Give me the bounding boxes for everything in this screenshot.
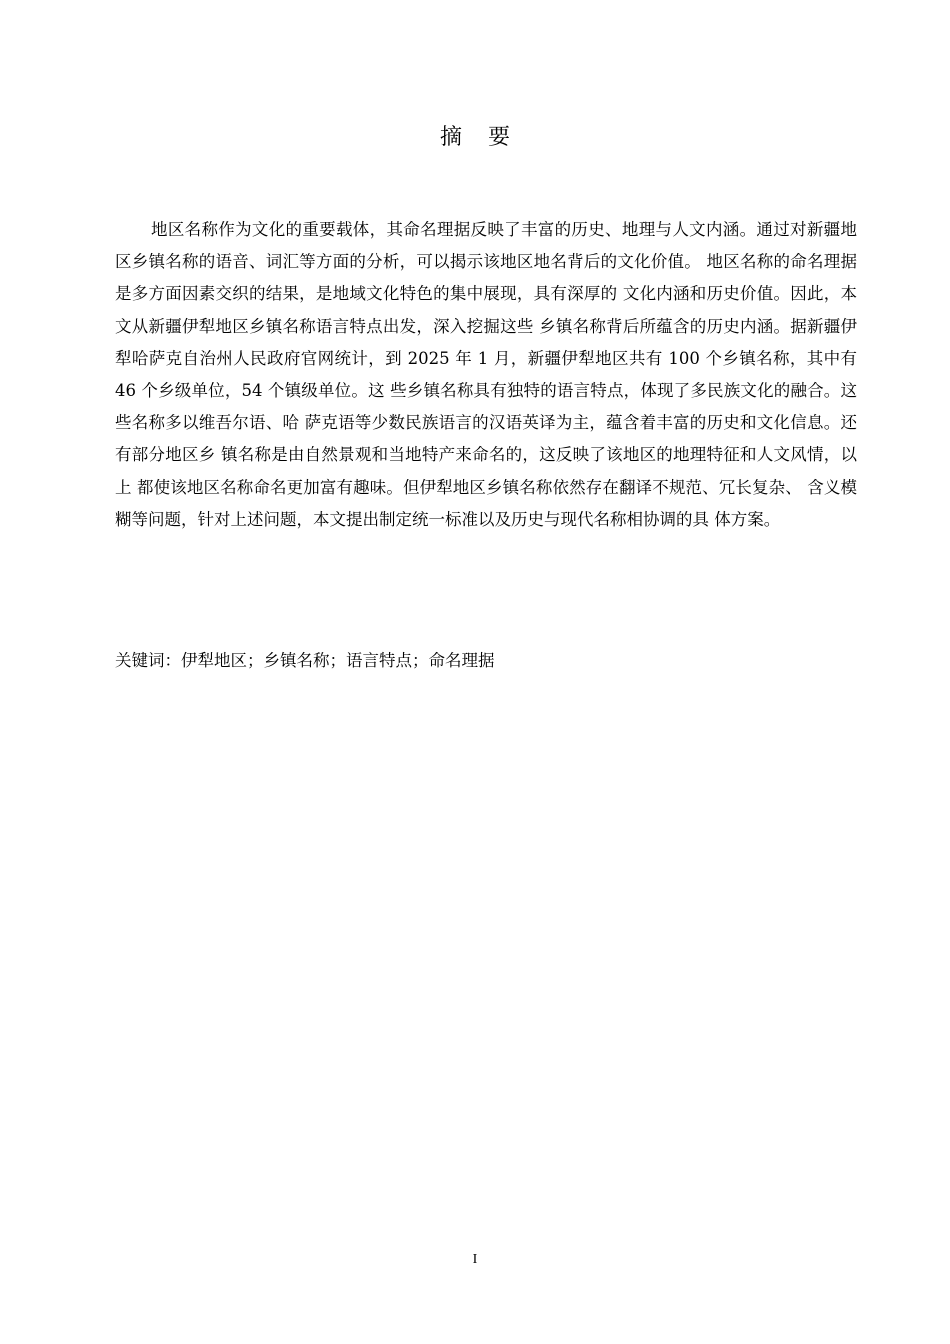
keywords-label: 关键词：: [115, 651, 181, 670]
keywords-line: [115, 646, 857, 676]
abstract-title: 摘要: [439, 125, 536, 150]
page-number: I: [472, 1252, 478, 1267]
abstract-paragraph: 地区名称作为文化的重要载体，其命名理据反映了丰富的历史、地理与人文内涵。通过对新疆地区乡镇名称的语音、词汇等方面的分析，可以揭示该地区地名背后的文化价值。 地区名称的命名理据是多方面因素交织的结果，是地域文化特色的集中展现，具有深厚的 文化内涵和历史价值。因此，本文从新疆伊犁地区乡镇名称语言特点出发，深入挖掘这些 乡镇名称背后所蕴含的历史内涵。据新疆伊犁哈萨克自治州人民政府官网统计，到 2025 年 1 月，新疆伊犁地区共有 100 个乡镇名称，其中有 46 个乡级单位，54 个镇级单位。这 些乡镇名称具有独特的语言特点，体现了多民族文化的融合。这些名称多以维吾尔语、哈 萨克语等少数民族语言的汉语英译为主，蕴含着丰富的历史和文化信息。还有部分地区乡 镇名称是由自然景观和当地特产来命名的，这反映了该地区的地理特征和人文风情，以上 都使该地区名称命名更加富有趣味。但伊犁地区乡镇名称依然存在翻译不规范、冗长复杂、 含义模糊等问题，针对上述问题，本文提出制定统一标准以及历史与现代名称相协调的具 体方案。: [115, 220, 857, 529]
keywords-text: 伊犁地区；乡镇名称；语言特点；命名理据: [181, 651, 495, 670]
